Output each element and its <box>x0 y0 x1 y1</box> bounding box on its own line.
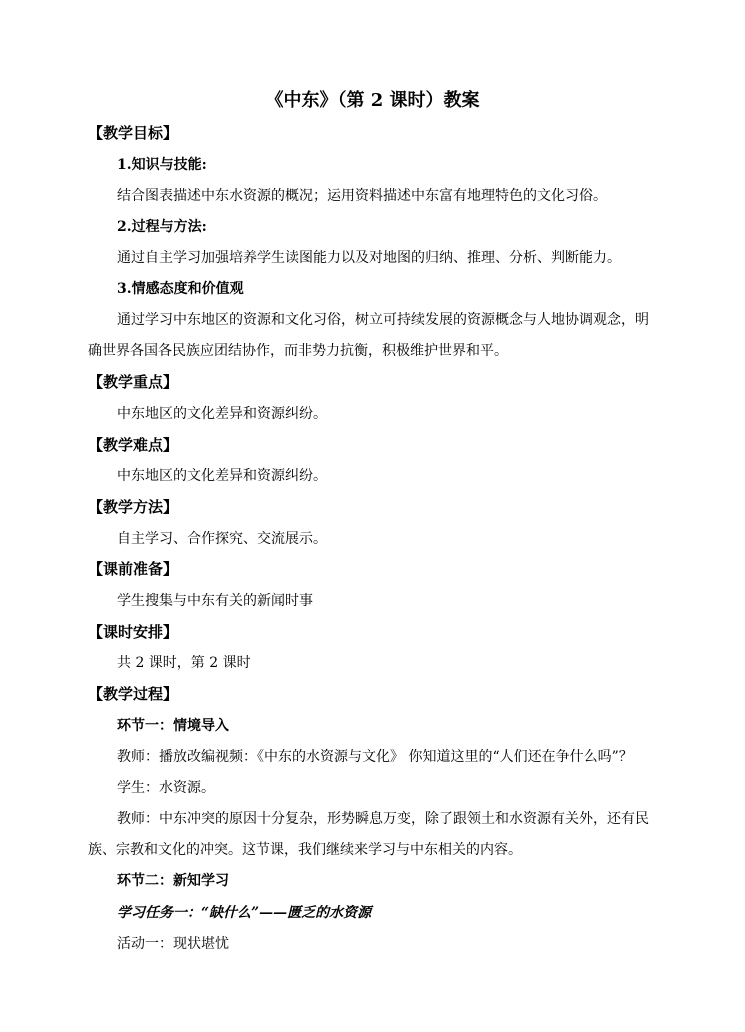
key-points-text: 中东地区的文化差异和资源纠纷。 <box>117 406 327 422</box>
teacher-line-2b: 族、宗教和文化的冲突。这节课，我们继续来学习与中东相关的内容。 <box>88 842 522 858</box>
activity-1: 活动一：现状堪忧 <box>117 936 229 952</box>
objective-process-heading: 2.过程与方法: <box>117 219 207 235</box>
objective-attitude-text-line1: 通过学习中东地区的资源和文化习俗，树立可持续发展的资源概念与人地协调观念，明 <box>117 312 649 328</box>
objective-knowledge-heading: 1.知识与技能: <box>117 157 207 173</box>
objective-process-text: 通过自主学习加强培养学生读图能力以及对地图的归纳、推理、分析、判断能力。 <box>117 250 621 266</box>
teacher-line-2a: 教师：中东冲突的原因十分复杂，形势瞬息万变，除了跟领土和水资源有关外，还有民 <box>117 811 649 827</box>
preparation-text: 学生搜集与中东有关的新闻时事 <box>117 593 313 609</box>
schedule-text: 共 2 课时，第 2 课时 <box>117 655 251 671</box>
section-heading-schedule: 【课时安排】 <box>88 623 179 641</box>
document-title: 《中东》（第 2 课时）教案 <box>265 90 480 111</box>
section-heading-objectives: 【教学目标】 <box>88 124 179 142</box>
teacher-line-1: 教师：播放改编视频：《中东的水资源与文化》 你知道这里的“人们还在争什么吗”？ <box>117 749 633 765</box>
section-heading-key-points: 【教学重点】 <box>88 373 179 391</box>
learning-task-1: 学习任务一：“缺什么”——匮乏的水资源 <box>117 905 372 921</box>
section-heading-process: 【教学过程】 <box>88 685 179 703</box>
section-heading-methods: 【教学方法】 <box>88 498 179 516</box>
student-line-1: 学生：水资源。 <box>117 780 215 796</box>
section-heading-preparation: 【课前准备】 <box>88 560 179 578</box>
section-heading-difficulties: 【教学难点】 <box>88 436 179 454</box>
methods-text: 自主学习、合作探究、交流展示。 <box>117 531 327 547</box>
step2-heading: 环节二：新知学习 <box>117 873 229 889</box>
step1-heading: 环节一：情境导入 <box>117 718 229 734</box>
difficulties-text: 中东地区的文化差异和资源纠纷。 <box>117 468 327 484</box>
objective-attitude-text-line2: 确世界各国各民族应团结协作，而非势力抗衡，积极维护世界和平。 <box>88 343 508 359</box>
objective-knowledge-text: 结合图表描述中东水资源的概况；运用资料描述中东富有地理特色的文化习俗。 <box>117 188 607 204</box>
objective-attitude-heading: 3.情感态度和价值观 <box>117 281 244 297</box>
